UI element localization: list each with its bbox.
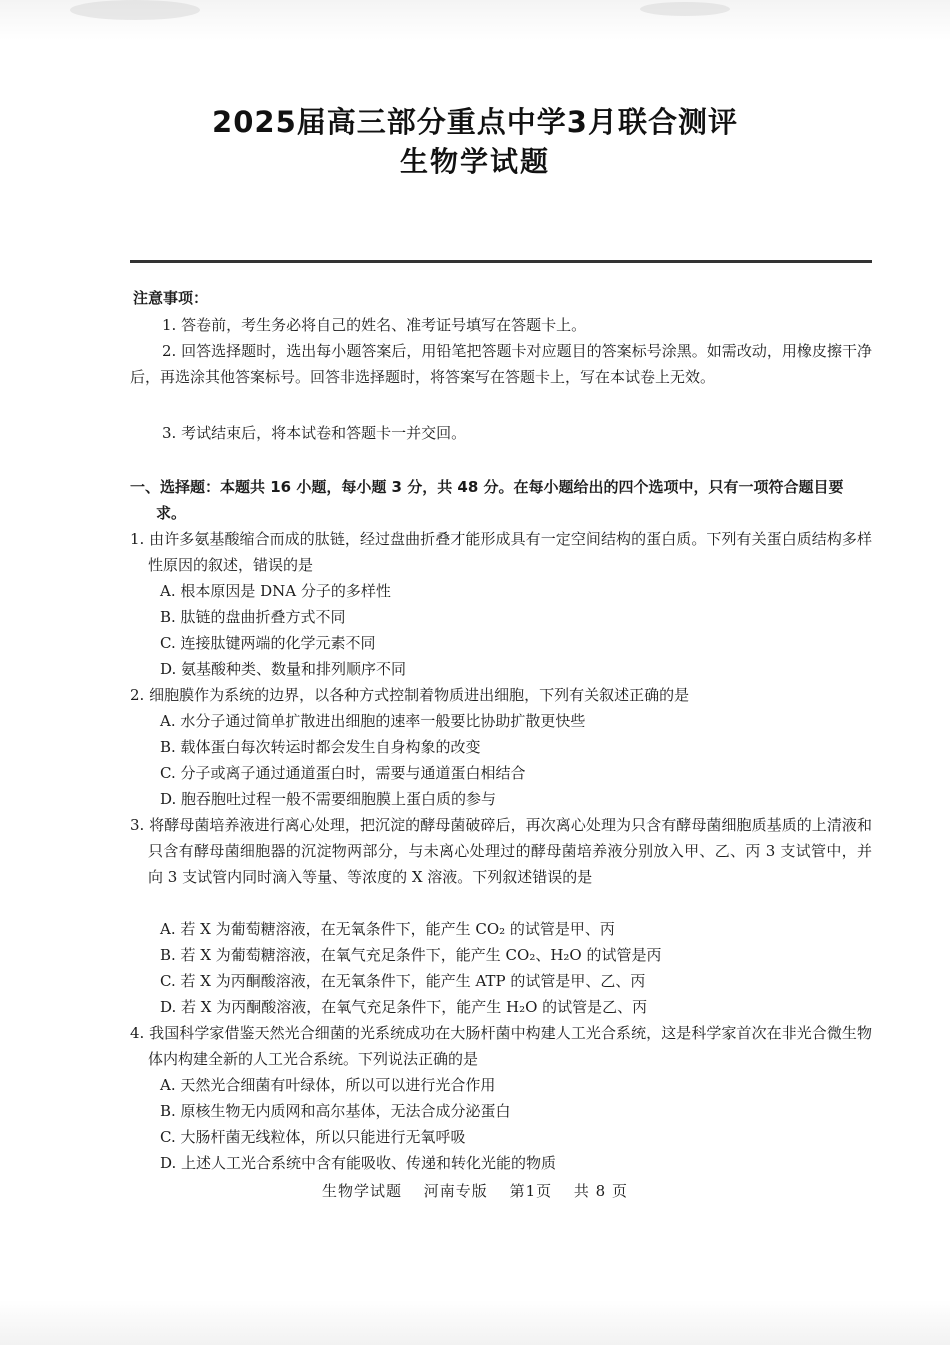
- exam-subject-title: 生物学试题: [399, 145, 550, 178]
- question-option: D. 若 X 为丙酮酸溶液，在氧气充足条件下，能产生 H₂O 的试管是乙、丙: [160, 998, 648, 1016]
- question-option: C. 分子或离子通过通道蛋白时，需要与通道蛋白相结合: [160, 764, 526, 782]
- exam-title: 2025届高三部分重点中学3月联合测评: [212, 105, 738, 139]
- scan-smudge: [640, 2, 730, 16]
- section-heading: 一、选择题：本题共 16 小题，每小题 3 分，共 48 分。在每小题给出的四个选项中，只有一项符合题目要求。: [130, 478, 844, 522]
- question-option: B. 载体蛋白每次转运时都会发生自身构象的改变: [160, 738, 481, 756]
- question-option: C. 大肠杆菌无线粒体，所以只能进行无氧呼吸: [160, 1128, 466, 1146]
- question-option: D. 上述人工光合系统中含有能吸收、传递和转化光能的物质: [160, 1154, 557, 1172]
- header-divider: [130, 260, 872, 263]
- footer-page-total: 共 8 页: [573, 1182, 628, 1200]
- question-option: B. 肽链的盘曲折叠方式不同: [160, 608, 346, 626]
- footer-page-number: 第1页: [509, 1182, 553, 1200]
- question-option: A. 天然光合细菌有叶绿体，所以可以进行光合作用: [160, 1076, 496, 1094]
- question-option: D. 氨基酸种类、数量和排列顺序不同: [160, 660, 407, 678]
- question-option: B. 原核生物无内质网和高尔基体，无法合成分泌蛋白: [160, 1102, 511, 1120]
- notice-heading: 注意事项：: [133, 289, 209, 307]
- question-option: A. 根本原因是 DNA 分子的多样性: [160, 582, 391, 600]
- notice-item: 2. 回答选择题时，选出每小题答案后，用铅笔把答题卡对应题目的答案标号涂黑。如需改动，用橡皮擦干净后，再选涂其他答案标号。回答非选择题时，将答案写在答题卡上，写在本试卷上无效。: [130, 342, 872, 386]
- footer-subject: 生物学试题: [321, 1182, 402, 1200]
- question-option: D. 胞吞胞吐过程一般不需要细胞膜上蛋白质的参与: [160, 790, 497, 808]
- page-footer: [0, 1180, 950, 1201]
- footer-edition: 河南专版: [423, 1182, 488, 1200]
- question-stem: 3. 将酵母菌培养液进行离心处理，把沉淀的酵母菌破碎后，再次离心处理为只含有酵母菌细胞质基质的上清液和只含有酵母菌细胞器的沉淀物两部分，与未离心处理过的酵母菌培养液分别放入甲、乙、丙 3 支试管中，并向 3 支试管内同时滴入等量、等浓度的 X 溶液。下列叙述错误的是: [130, 816, 872, 886]
- notice-item: 3. 考试结束后，将本试卷和答题卡一并交回。: [162, 424, 467, 442]
- question-option: C. 连接肽键两端的化学元素不同: [160, 634, 376, 652]
- question-stem: 1. 由许多氨基酸缩合而成的肽链，经过盘曲折叠才能形成具有一定空间结构的蛋白质。下列有关蛋白质结构多样性原因的叙述，错误的是: [130, 530, 872, 574]
- question-option: C. 若 X 为丙酮酸溶液，在无氧条件下，能产生 ATP 的试管是甲、乙、丙: [160, 972, 646, 990]
- notice-item: 1. 答卷前，考生务必将自己的姓名、准考证号填写在答题卡上。: [162, 316, 587, 334]
- question-stem: 4. 我国科学家借鉴天然光合细菌的光系统成功在大肠杆菌中构建人工光合系统，这是科学家首次在非光合微生物体内构建全新的人工光合系统。下列说法正确的是: [130, 1024, 872, 1068]
- question-stem: 2. 细胞膜作为系统的边界，以各种方式控制着物质进出细胞，下列有关叙述正确的是: [130, 686, 690, 704]
- scan-smudge: [70, 0, 200, 20]
- question-option: A. 若 X 为葡萄糖溶液，在无氧条件下，能产生 CO₂ 的试管是甲、丙: [160, 920, 615, 938]
- question-option: B. 若 X 为葡萄糖溶液，在氧气充足条件下，能产生 CO₂、H₂O 的试管是丙: [160, 946, 662, 964]
- question-option: A. 水分子通过简单扩散进出细胞的速率一般要比协助扩散更快些: [160, 712, 586, 730]
